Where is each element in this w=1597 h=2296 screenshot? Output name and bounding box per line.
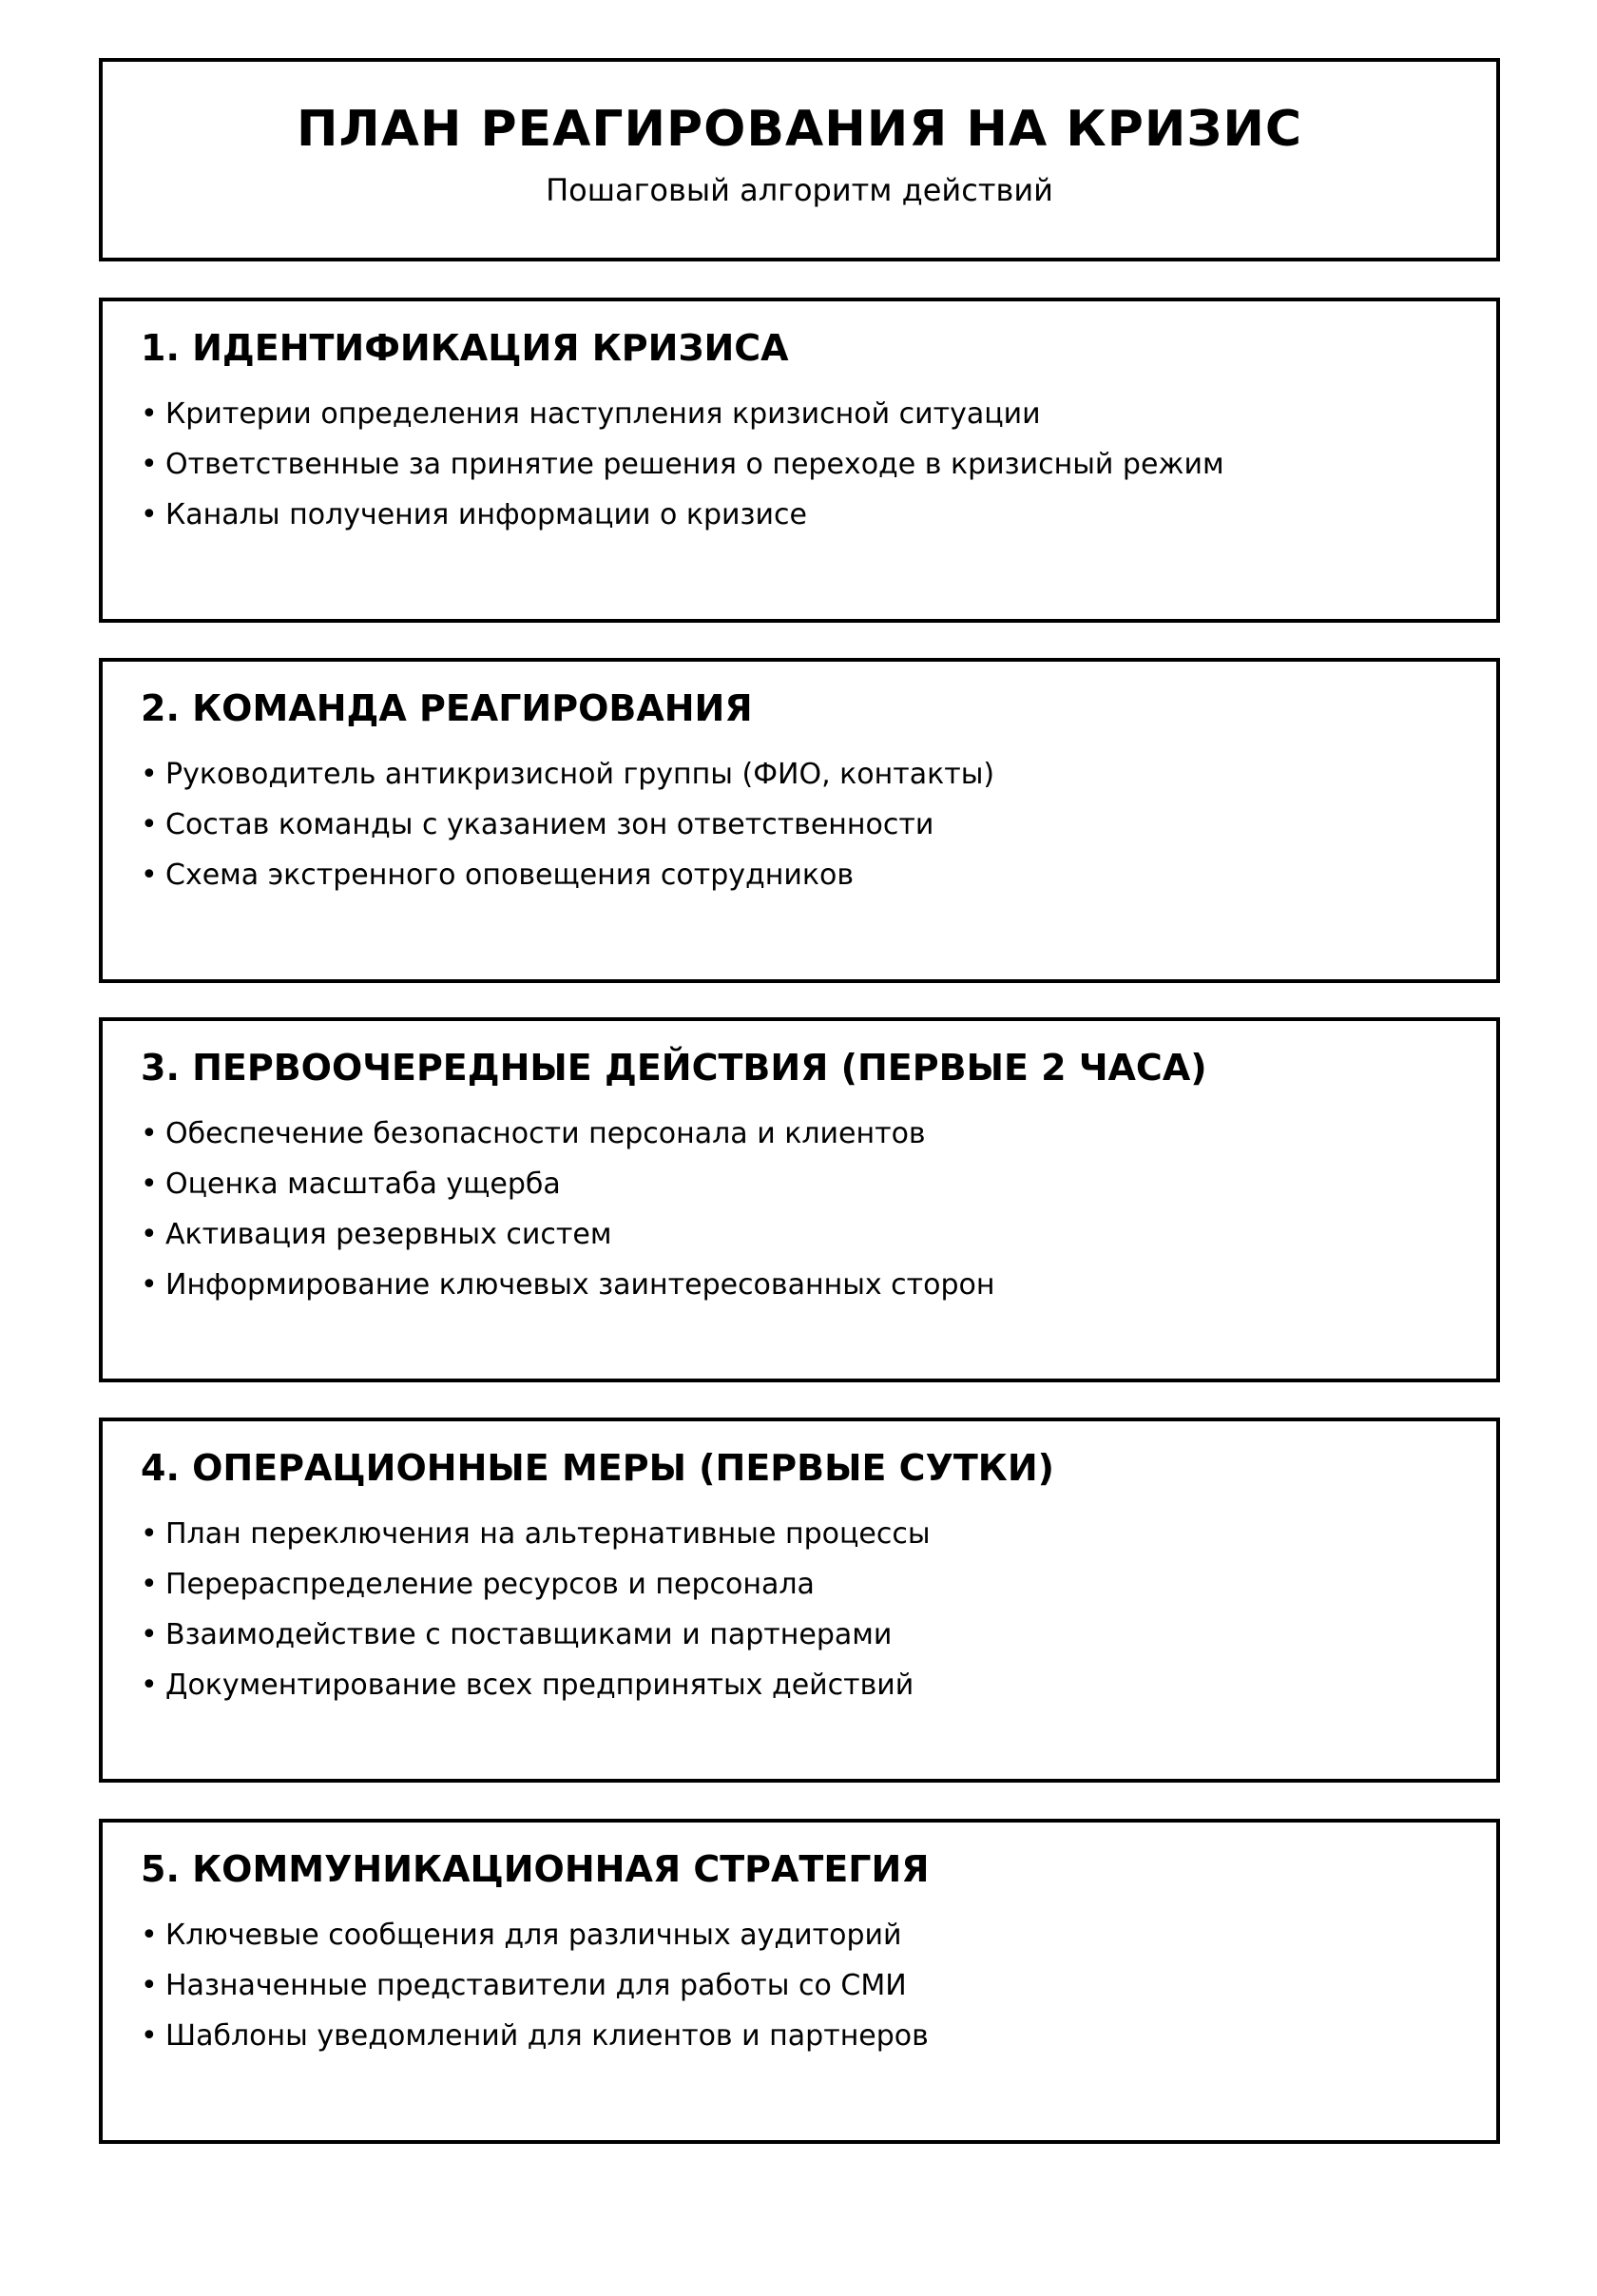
list-item-text: Обеспечение безопасности персонала и клиентов	[165, 1116, 926, 1150]
section-heading: 2. КОМАНДА РЕАГИРОВАНИЯ	[141, 687, 753, 729]
list-item	[141, 1910, 1458, 1960]
bullet-icon: •	[141, 757, 158, 791]
list-item-text: Схема экстренного оповещения сотрудников	[165, 858, 854, 892]
bullet-icon: •	[141, 1116, 158, 1150]
list-item	[141, 389, 1458, 439]
list-item	[141, 439, 1458, 490]
list-item-text: Взаимодействие с поставщиками и партнерами	[165, 1617, 893, 1651]
section-operational-measures	[99, 1418, 1500, 1783]
bullet-icon: •	[141, 858, 158, 892]
bullet-icon: •	[141, 1668, 158, 1702]
list-item-text: Активация резервных систем	[165, 1217, 612, 1251]
list-item-text: Оценка масштаба ущерба	[165, 1167, 561, 1201]
document-subtitle: Пошаговый алгоритм действий	[546, 171, 1053, 208]
list-item	[141, 1209, 1458, 1260]
bullet-icon: •	[141, 1167, 158, 1201]
bullet-icon: •	[141, 1918, 158, 1952]
bullet-icon: •	[141, 1617, 158, 1651]
document-title: ПЛАН РЕАГИРОВАНИЯ НА КРИЗИС	[296, 101, 1303, 158]
list-item	[141, 490, 1458, 540]
list-item-text: Перераспределение ресурсов и персонала	[165, 1567, 815, 1601]
list-item	[141, 800, 1458, 850]
bullet-icon: •	[141, 2018, 158, 2053]
bullet-icon: •	[141, 497, 158, 531]
list-item	[141, 1159, 1458, 1209]
document-header	[99, 58, 1500, 261]
section-communication-strategy	[99, 1819, 1500, 2144]
list-item-text: Каналы получения информации о кризисе	[165, 497, 807, 531]
bullet-icon: •	[141, 396, 158, 431]
bullet-icon: •	[141, 447, 158, 481]
list-item-text: Назначенные представители для работы со СМИ	[165, 1968, 907, 2002]
list-item	[141, 1610, 1458, 1660]
section-list	[141, 1910, 1458, 2061]
list-item-text: Ключевые сообщения для различных аудиторий	[165, 1918, 902, 1952]
bullet-icon: •	[141, 1267, 158, 1302]
section-response-team	[99, 658, 1500, 983]
list-item	[141, 1559, 1458, 1610]
section-list	[141, 1509, 1458, 1710]
section-list	[141, 1109, 1458, 1310]
section-crisis-identification	[99, 298, 1500, 623]
list-item	[141, 1109, 1458, 1159]
list-item	[141, 1260, 1458, 1310]
list-item-text: План переключения на альтернативные процессы	[165, 1516, 931, 1551]
list-item	[141, 749, 1458, 800]
list-item	[141, 2011, 1458, 2061]
list-item-text: Ответственные за принятие решения о переходе в кризисный режим	[165, 447, 1224, 481]
list-item-text: Документирование всех предпринятых действий	[165, 1668, 914, 1702]
bullet-icon: •	[141, 1217, 158, 1251]
section-list	[141, 749, 1458, 900]
list-item	[141, 1509, 1458, 1559]
section-heading: 4. ОПЕРАЦИОННЫЕ МЕРЫ (ПЕРВЫЕ СУТКИ)	[141, 1447, 1055, 1489]
list-item-text: Состав команды с указанием зон ответственности	[165, 807, 934, 841]
list-item	[141, 850, 1458, 900]
bullet-icon: •	[141, 1567, 158, 1601]
bullet-icon: •	[141, 1516, 158, 1551]
list-item	[141, 1960, 1458, 2011]
section-heading: 3. ПЕРВООЧЕРЕДНЫЕ ДЕЙСТВИЯ (ПЕРВЫЕ 2 ЧАСА)	[141, 1047, 1207, 1089]
list-item-text: Информирование ключевых заинтересованных сторон	[165, 1267, 995, 1302]
list-item-text: Критерии определения наступления кризисной ситуации	[165, 396, 1041, 431]
section-heading: 1. ИДЕНТИФИКАЦИЯ КРИЗИСА	[141, 327, 789, 369]
list-item-text: Руководитель антикризисной группы (ФИО, контакты)	[165, 757, 995, 791]
section-heading: 5. КОММУНИКАЦИОННАЯ СТРАТЕГИЯ	[141, 1848, 930, 1890]
section-first-actions	[99, 1017, 1500, 1382]
section-list	[141, 389, 1458, 540]
list-item-text: Шаблоны уведомлений для клиентов и партнеров	[165, 2018, 929, 2053]
bullet-icon: •	[141, 1968, 158, 2002]
bullet-icon: •	[141, 807, 158, 841]
list-item	[141, 1660, 1458, 1710]
